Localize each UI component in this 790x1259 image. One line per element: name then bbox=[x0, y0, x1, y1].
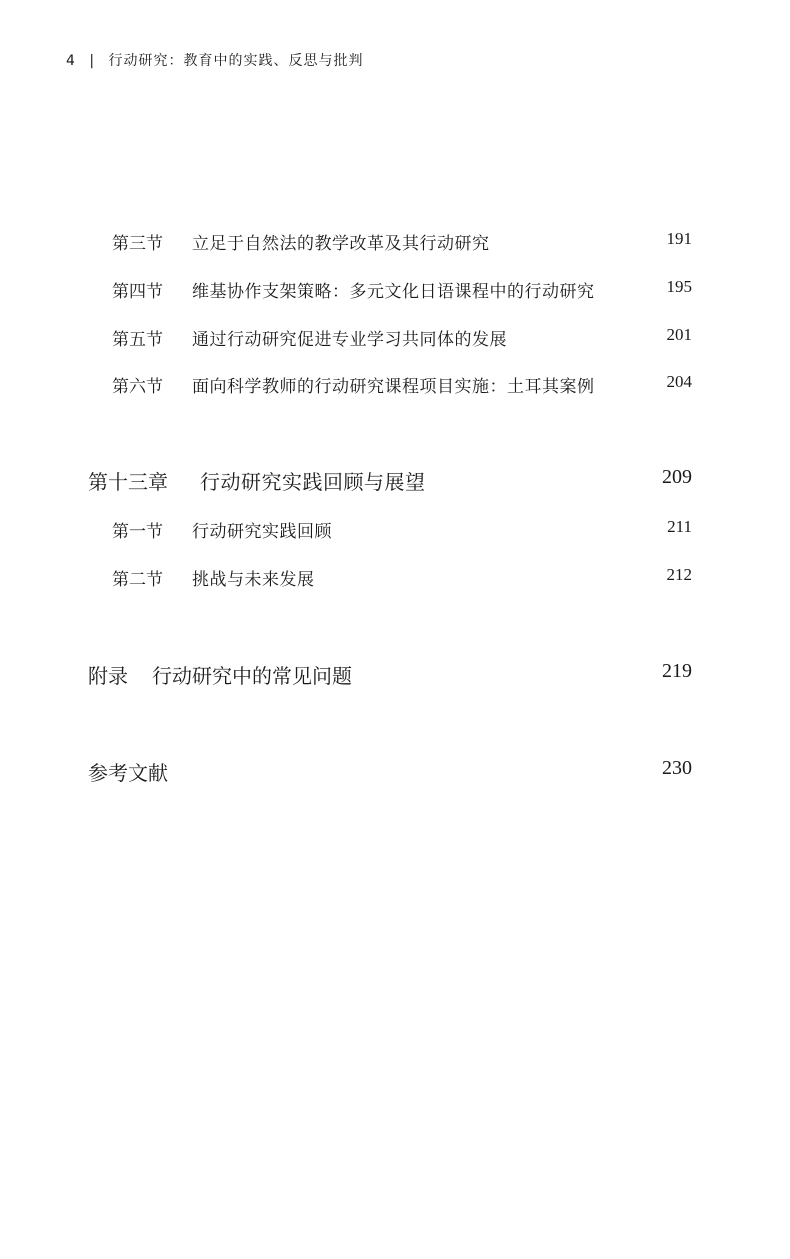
section-page-number: 191 bbox=[666, 229, 692, 248]
chapter-title: 行动研究实践回顾与展望 bbox=[200, 470, 426, 494]
appendix-page-number: 219 bbox=[662, 660, 692, 682]
section-label: 第四节 bbox=[112, 282, 163, 302]
toc-entry-section-1[interactable] bbox=[0, 517, 790, 545]
references-page-number: 230 bbox=[662, 757, 692, 779]
section-title: 维基协作支架策略：多元文化日语课程中的行动研究 bbox=[192, 282, 595, 302]
section-page-number: 204 bbox=[666, 372, 692, 391]
running-header bbox=[66, 50, 364, 70]
section-title: 立足于自然法的教学改革及其行动研究 bbox=[192, 234, 490, 254]
section-page-number: 211 bbox=[667, 517, 692, 536]
toc-entry-section-2[interactable] bbox=[0, 565, 790, 593]
section-label: 第二节 bbox=[112, 570, 163, 590]
references-label: 参考文献 bbox=[88, 761, 168, 785]
section-label: 第三节 bbox=[112, 234, 163, 254]
toc-entry-section-6[interactable] bbox=[0, 372, 790, 400]
toc-entry-section-4[interactable] bbox=[0, 277, 790, 305]
section-title: 行动研究实践回顾 bbox=[192, 522, 332, 542]
section-title: 面向科学教师的行动研究课程项目实施：土耳其案例 bbox=[192, 377, 595, 397]
section-title: 挑战与未来发展 bbox=[192, 570, 315, 590]
chapter-label: 第十三章 bbox=[88, 470, 168, 494]
chapter-page-number: 209 bbox=[662, 466, 692, 488]
toc-entry-references[interactable] bbox=[0, 757, 790, 785]
header-book-title: 行动研究：教育中的实践、反思与批判 bbox=[108, 53, 364, 69]
toc-entry-section-5[interactable] bbox=[0, 325, 790, 353]
section-page-number: 201 bbox=[666, 325, 692, 344]
section-page-number: 212 bbox=[666, 565, 692, 584]
toc-entry-appendix[interactable] bbox=[0, 660, 790, 688]
appendix-title: 行动研究中的常见问题 bbox=[152, 664, 352, 688]
header-separator: | bbox=[89, 53, 96, 69]
section-label: 第六节 bbox=[112, 377, 163, 397]
toc-entry-section-3[interactable] bbox=[0, 229, 790, 257]
section-label: 第一节 bbox=[112, 522, 163, 542]
section-page-number: 195 bbox=[666, 277, 692, 296]
appendix-label: 附录 bbox=[88, 664, 128, 688]
toc-entry-chapter-13[interactable] bbox=[0, 466, 790, 494]
header-page-number: 4 bbox=[66, 53, 76, 69]
section-title: 通过行动研究促进专业学习共同体的发展 bbox=[192, 330, 507, 350]
section-label: 第五节 bbox=[112, 330, 163, 350]
